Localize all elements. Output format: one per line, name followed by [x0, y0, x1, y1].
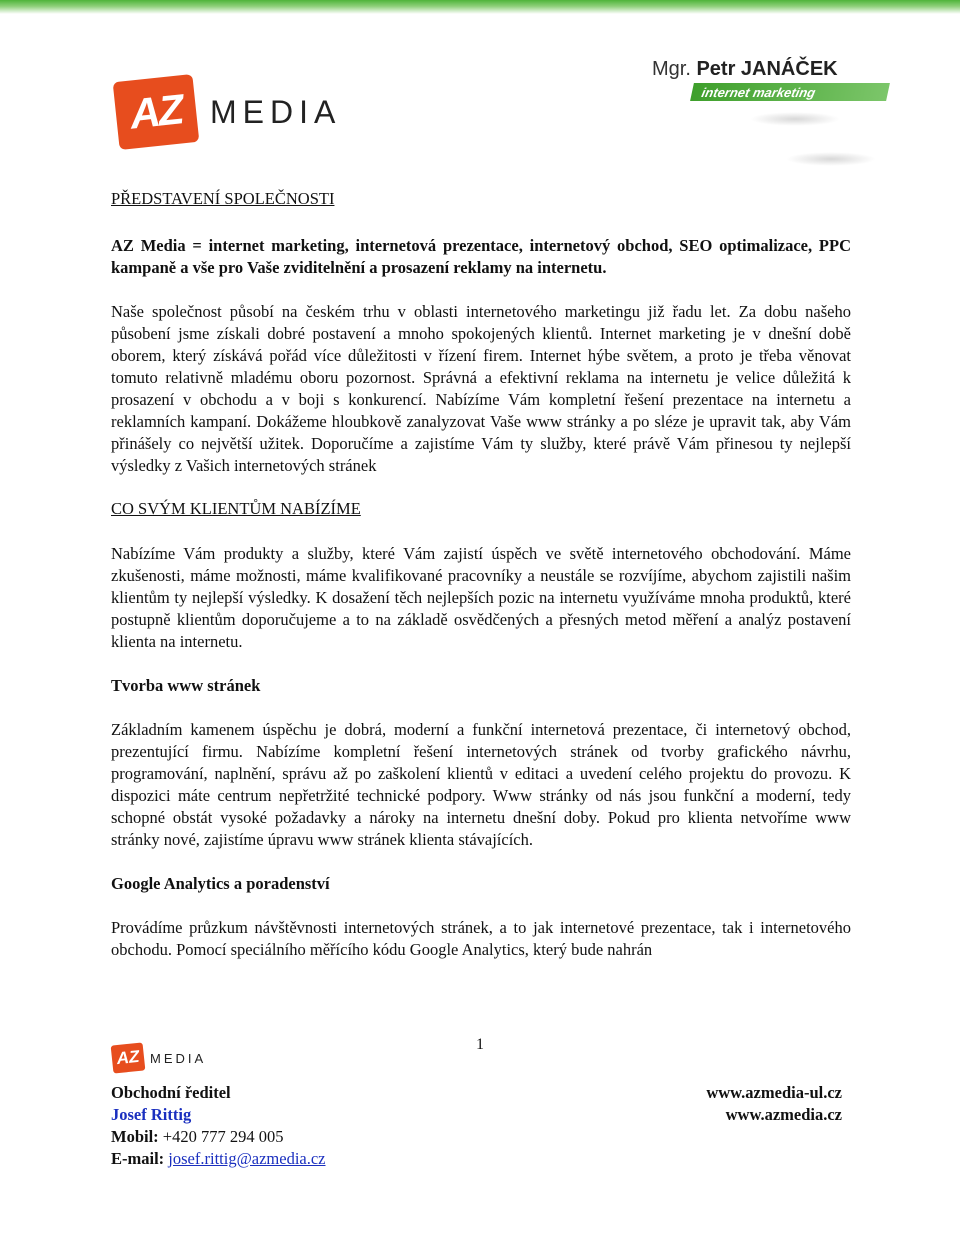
footer-contact [111, 1082, 326, 1170]
decorative-swoosh [786, 152, 876, 166]
ga-heading: Google Analytics a poradenství [111, 874, 330, 893]
janacek-tagline: internet marketing [690, 83, 890, 101]
footer-logo [112, 1044, 206, 1072]
web-heading: Tvorba www stránek [111, 676, 261, 695]
janacek-logo [652, 58, 888, 101]
az-logo-word: MEDIA [210, 93, 342, 130]
website-link-2[interactable]: www.azmedia.cz [725, 1105, 842, 1124]
page-number: 1 [476, 1036, 484, 1053]
intro-body: Naše společnost působí na českém trhu v oblasti internetového marketingu již řadu let. Za dobu našeho působení jsme získali dobré postavení a mnoho spokojených klientů. Internet marketing je v dnešní době oborem, který získává pořád více důležitosti v řízení firem. Internet hýbe světem, a proto je třeba věnovat tomuto relativně mladému oboru pozornost. Správná a efektivní reklama na internetu je velice důležitá k prosazení v obchodu a v boji s konkurencí. Nabízíme Vám kompletní řešení prezentace na internetu a reklamních kampaní. Dokážeme hloubkově zanalyzovat Vaše www stránky a po sléze je upravit tak, aby Vám přinášely co největší užitek. Doporučíme a zajistíme Vám ty služby, které právě Vám přinesou ty nejlepší výsledky z Vašich internetových stránek [111, 302, 851, 475]
document-body [111, 188, 851, 961]
az-media-logo [116, 78, 341, 146]
website-link-1[interactable]: www.azmedia-ul.cz [706, 1083, 842, 1102]
footer-websites [706, 1082, 842, 1126]
email-link[interactable]: josef.rittig@azmedia.cz [168, 1149, 326, 1168]
footer-email: E-mail: josef.rittig@azmedia.cz [111, 1149, 326, 1168]
footer-logo-word: MEDIA [150, 1050, 207, 1066]
web-body: Základním kamenem úspěchu je dobrá, moderní a funkční internetová prezentace, či internetový obchod, prezentující firmu. Nabízíme kompletní řešení internetových stránek od tvorby grafického návrhu, programování, naplnění, správu až po zaškolení klientů v editaci a uvedení celého projektu do provozu. K dispozici máte centrum nepřetržité technické podpory. Www stránky od nás jsou funkční a moderní, tedy schopné obstát vysoké požadavky a nároky na internetu dnešní doby. Pokud pro klienta netvoříme www stránky nové, zajistíme úpravu www stránek klienta stávajících. [111, 720, 851, 849]
az-logo-mark: AZ [113, 74, 200, 150]
intro-lead: AZ Media = internet marketing, internetová prezentace, internetový obchod, SEO optimalizace, PPC kampaně a vše pro Vaše zviditelnění a prosazení reklamy na internetu. [111, 236, 851, 277]
offer-heading: CO SVÝM KLIENTŮM NABÍZÍME [111, 499, 361, 518]
footer-role: Obchodní ředitel [111, 1083, 231, 1102]
footer-logo-mark: AZ [111, 1042, 146, 1073]
decorative-swoosh [750, 112, 840, 126]
intro-heading: PŘEDSTAVENÍ SPOLEČNOSTI [111, 189, 335, 208]
footer-mobile: Mobil: +420 777 294 005 [111, 1127, 284, 1146]
offer-body: Nabízíme Vám produkty a služby, které Vám zajistí úspěch ve světě internetového obchodování. Máme zkušenosti, máme možnosti, máme kvalifikované pracovníky a neustále se rozvíjíme, abychom zajistili našim klientům ty nejlepší výsledky. K dosažení těch nejlepších pozic na internetu využíváme mnoha produktů, které postupně klientům doporučujeme a to na základě osvědčených a přesných metod měření a analýz postavení klienta na internetu. [111, 544, 851, 651]
footer-name: Josef Rittig [111, 1105, 192, 1124]
top-green-bar [0, 0, 960, 14]
janacek-name: Mgr. Petr JANÁČEK [652, 58, 838, 80]
ga-body: Provádíme průzkum návštěvnosti internetových stránek, a to jak internetové prezentace, tak i internetového obchodu. Pomocí speciálního měřícího kódu Google Analytics, který bude nahrán [111, 918, 851, 959]
